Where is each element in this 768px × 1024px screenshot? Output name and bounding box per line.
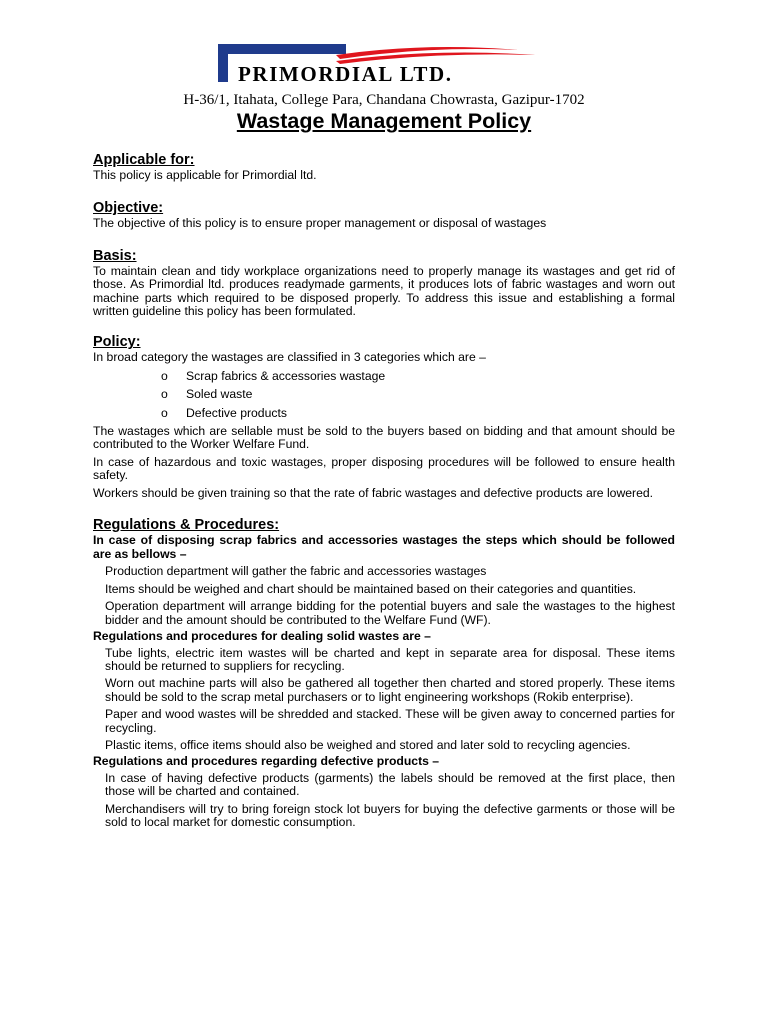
category-label: Soled waste: [186, 387, 253, 402]
list-item: [93, 370, 675, 383]
policy-body: [93, 151, 675, 830]
company-name: PRIMORDIAL LTD.: [238, 62, 453, 86]
regulation-subheading: In case of disposing scrap fabrics and accessories wastages the steps which should be followed are as bellows –: [93, 533, 675, 561]
section-objective: [93, 199, 675, 230]
applicable-text: This policy is applicable for Primordial ltd.: [93, 168, 317, 182]
objective-text: The objective of this policy is to ensure proper management or disposal of wastages: [93, 216, 547, 231]
list-item: Plastic items, office items should also be weighed and stored and later sold to recycling agencies.: [105, 737, 631, 752]
category-label: Scrap fabrics & accessories wastage: [186, 368, 386, 383]
company-logo: [218, 42, 548, 86]
list-item: In case of having defective products (garments) the labels should be removed at the first place, then those will be charted and contained.: [105, 770, 675, 799]
list-item: Tube lights, electric item wastes will be charted and kept in separate area for disposal. These items should be returned to suppliers for recycling.: [105, 645, 675, 673]
objective-heading: Objective:: [93, 200, 164, 217]
section-applicable: [93, 151, 675, 182]
bullet-marker: o: [161, 405, 168, 420]
company-address: H-36/1, Itahata, College Para, Chandana Chowrasta, Gazipur-1702: [183, 92, 585, 108]
policy-intro: In broad category the wastages are classified in 3 categories which are –: [93, 350, 486, 365]
list-item: Paper and wood wastes will be shredded and stacked. These will be given away to concerned parties for recycling.: [105, 707, 675, 735]
policy-paragraph: The wastages which are sellable must be sold to the buyers based on bidding and that amount should be contributed to the Worker Welfare Fund.: [93, 424, 675, 452]
regulation-subheading: Regulations and procedures for dealing solid wastes are –: [93, 628, 431, 643]
section-policy: [93, 333, 675, 500]
list-item: Worn out machine parts will also be gathered all together then charted and stored properly. These items should be sold to the scrap metal purchasers or to light engineering workshops (Rokib enterprise).: [105, 676, 675, 704]
list-item: Operation department will arrange bidding for the potential buyers and sale the wastages to the highest bidder and the amount should be contributed to the Welfare Fund (WF).: [105, 599, 675, 627]
bullet-marker: o: [161, 368, 168, 383]
list-item: Merchandisers will try to bring foreign stock lot buyers for buying the defective garments or those will be sold to local market for domestic consumption.: [105, 801, 675, 830]
category-label: Defective products: [186, 405, 287, 420]
policy-paragraph: Workers should be given training so that the rate of fabric wastages and defective products are lowered.: [93, 485, 654, 500]
list-item: [93, 388, 675, 401]
regulations-heading: Regulations & Procedures:: [93, 517, 280, 534]
regulation-subheading: Regulations and procedures regarding defective products –: [93, 754, 440, 769]
list-item: Production department will gather the fabric and accessories wastages: [105, 564, 487, 579]
basis-heading: Basis:: [93, 247, 137, 264]
bullet-marker: o: [161, 387, 168, 402]
section-regulations: [93, 516, 675, 829]
basis-text: To maintain clean and tidy workplace organizations need to properly manage its wastages and get rid of those. As Primordial ltd. produces readymade garments, it produces lots of fabric wastages and worn out machine parts which required to be disposed properly. To address this issue and establishing a formal written guideline this policy has been formulated.: [93, 263, 675, 319]
list-item: Items should be weighed and chart should be maintained based on their categories and quantities.: [105, 581, 637, 596]
page-title: Wastage Management Policy: [236, 109, 532, 133]
policy-paragraph: In case of hazardous and toxic wastages, proper disposing procedures will be followed to ensure health safety.: [93, 454, 675, 483]
applicable-heading: Applicable for:: [93, 152, 195, 168]
list-item: [93, 407, 675, 420]
section-basis: [93, 247, 675, 319]
policy-heading: Policy:: [93, 334, 141, 351]
